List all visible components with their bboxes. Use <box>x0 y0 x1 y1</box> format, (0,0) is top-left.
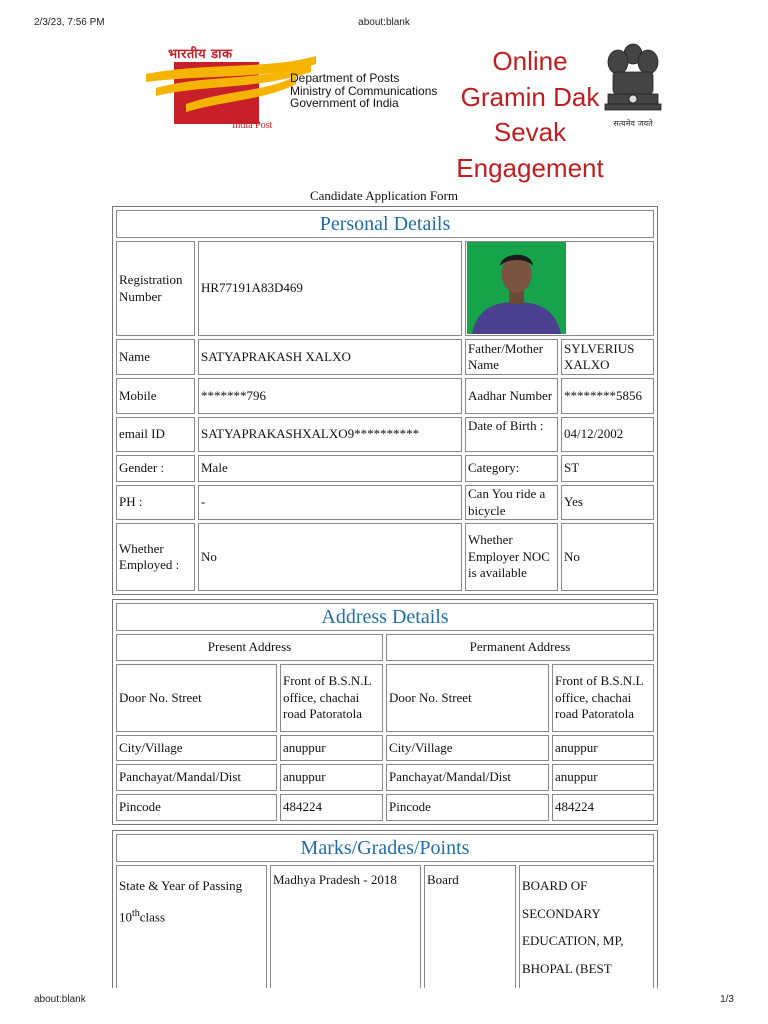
class-number: 10 <box>119 909 132 925</box>
dob-label: Date of Birth : <box>465 417 558 452</box>
name-label: Name <box>116 339 195 375</box>
present-door-label: Door No. Street <box>116 664 277 732</box>
state-year-label-cell <box>116 865 267 988</box>
permanent-pincode-label: Pincode <box>386 794 549 821</box>
address-details-table <box>113 600 657 824</box>
present-city-label: City/Village <box>116 735 277 761</box>
noc-value: No <box>561 523 654 591</box>
aadhar-label: Aadhar Number <box>465 378 558 414</box>
present-pincode-label: Pincode <box>116 794 277 821</box>
category-label: Category: <box>465 455 558 482</box>
aadhar-value: ********5856 <box>561 378 654 414</box>
permanent-door-value: Front of B.S.N.L office, chachai road Patoratola <box>552 664 654 732</box>
permanent-door-label: Door No. Street <box>386 664 549 732</box>
state-year-label: State & Year of Passing <box>119 878 243 893</box>
father-name-label: Father/Mother Name <box>465 339 558 375</box>
permanent-panchayat-value: anuppur <box>552 764 654 791</box>
registration-label: Registration Number <box>116 241 195 336</box>
noc-label: Whether Employer NOC is available <box>465 523 558 591</box>
permanent-city-label: City/Village <box>386 735 549 761</box>
dob-value: 04/12/2002 <box>561 417 654 452</box>
class-word: class <box>139 909 166 925</box>
class-suffix: th <box>132 908 140 919</box>
email-value: SATYAPRAKASHXALXO9********** <box>198 417 462 452</box>
registration-value: HR77191A83D469 <box>198 241 462 336</box>
candidate-photo <box>467 242 566 334</box>
form-title: Candidate Application Form <box>309 188 459 203</box>
personal-details-section <box>112 206 658 595</box>
heading-line-3: Sevak <box>493 117 567 147</box>
permanent-panchayat-label: Panchayat/Mandal/Dist <box>386 764 549 791</box>
present-panchayat-value: anuppur <box>280 764 383 791</box>
mobile-label: Mobile <box>116 378 195 414</box>
photo-cell <box>465 241 654 336</box>
present-city-value: anuppur <box>280 735 383 761</box>
department-line-1: Department of Posts <box>290 71 400 85</box>
page-heading <box>440 44 620 186</box>
heading-line-1: Online <box>492 46 568 76</box>
employed-value: No <box>198 523 462 591</box>
logo-hindi-text: भारतीय डाक <box>168 47 233 62</box>
email-label: email ID <box>116 417 195 452</box>
father-name-value: SYLVERIUS XALXO <box>561 339 654 375</box>
ph-value: - <box>198 485 462 520</box>
department-text <box>290 72 437 110</box>
emblem-motto: सत्यमेव जयते <box>613 119 653 128</box>
present-pincode-value: 484224 <box>280 794 383 821</box>
ph-label: PH : <box>116 485 195 520</box>
department-line-3: Government of India <box>290 96 399 110</box>
permanent-city-value: anuppur <box>552 735 654 761</box>
marks-title: Marks/Grades/Points <box>116 834 654 862</box>
class-label <box>119 900 264 931</box>
print-url: about:blank <box>358 17 410 28</box>
permanent-pincode-value: 484224 <box>552 794 654 821</box>
personal-details-title: Personal Details <box>116 210 654 238</box>
board-label: Board <box>424 865 516 988</box>
footer-url: about:blank <box>34 994 86 1005</box>
lion-capital-icon <box>600 40 666 118</box>
department-line-2: Ministry of Communications <box>290 83 438 98</box>
present-panchayat-label: Panchayat/Mandal/Dist <box>116 764 277 791</box>
marks-section <box>112 830 658 988</box>
address-details-title: Address Details <box>116 603 654 631</box>
bicycle-label: Can You ride a bicycle <box>465 485 558 520</box>
heading-line-2: Gramin Dak <box>460 81 600 112</box>
logo-caption: India Post <box>232 120 273 131</box>
name-value: SATYAPRAKASH XALXO <box>198 339 462 375</box>
address-details-section <box>112 599 658 825</box>
gender-label: Gender : <box>116 455 195 482</box>
permanent-address-header: Permanent Address <box>386 634 654 661</box>
board-value: BOARD OF SECONDARY EDUCATION, MP, BHOPAL (BEST <box>519 865 654 988</box>
category-value: ST <box>561 455 654 482</box>
ashoka-emblem-icon <box>600 40 666 132</box>
heading-line-4: Engagement <box>456 152 604 183</box>
page-number: 1/3 <box>720 994 734 1005</box>
print-datetime: 2/3/23, 7:56 PM <box>34 17 105 28</box>
mobile-value: *******796 <box>198 378 462 414</box>
personal-details-table <box>113 207 657 594</box>
state-year-value: Madhya Pradesh - 2018 <box>270 865 421 988</box>
bicycle-value: Yes <box>561 485 654 520</box>
present-door-value: Front of B.S.N.L office, chachai road Patoratola <box>280 664 383 732</box>
present-address-header: Present Address <box>116 634 383 661</box>
marks-table <box>113 831 657 988</box>
gender-value: Male <box>198 455 462 482</box>
employed-label: Whether Employed : <box>116 523 195 591</box>
